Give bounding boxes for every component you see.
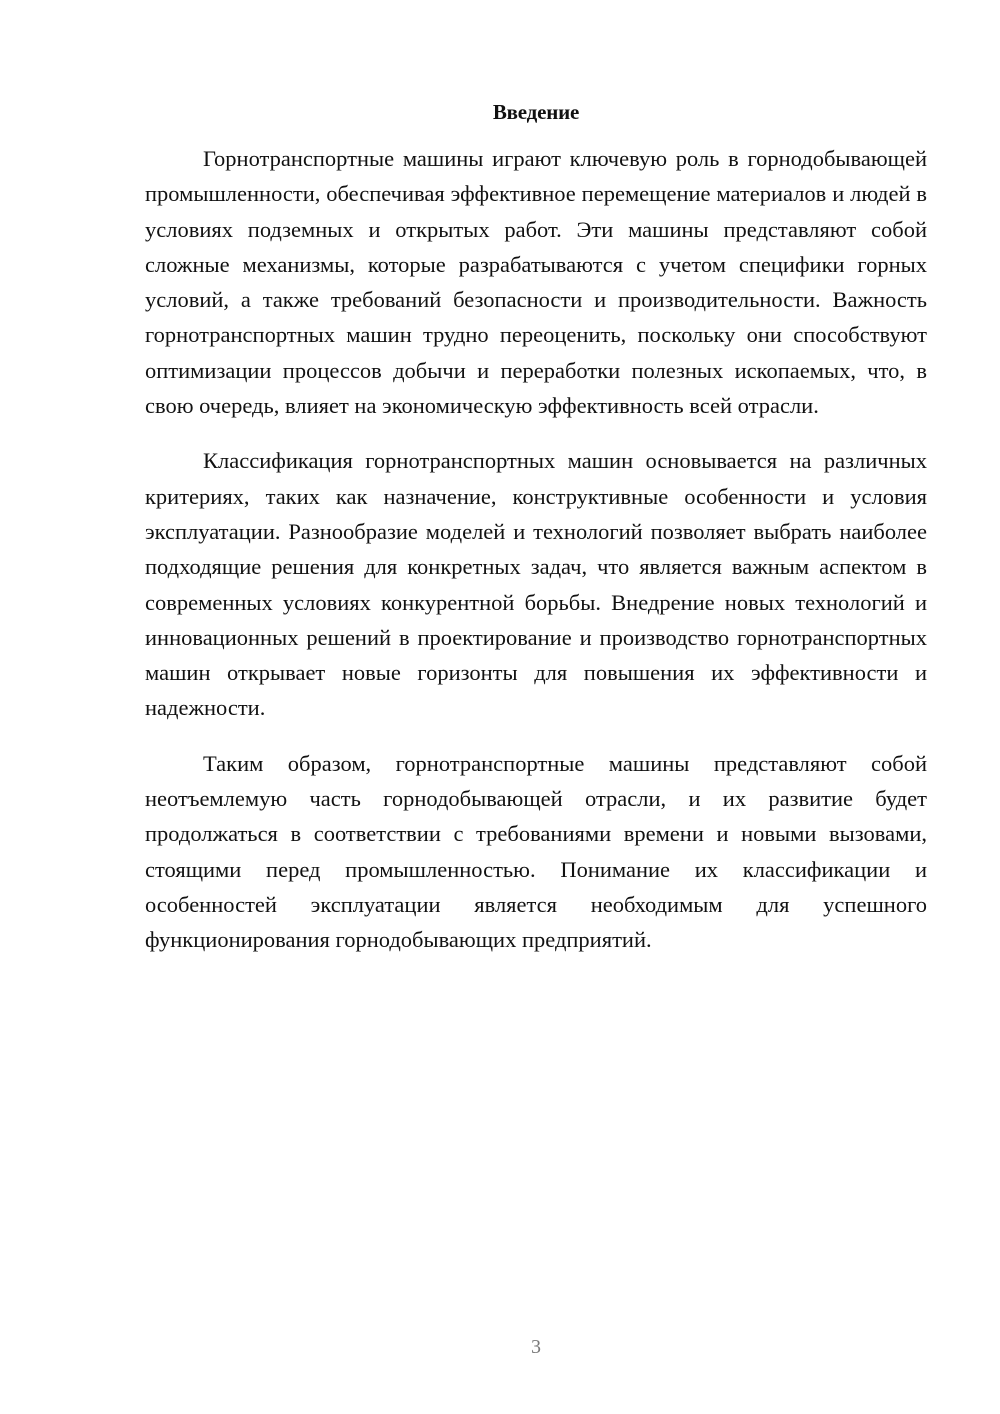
section-title: Введение	[492, 100, 580, 124]
paragraph-1: Горнотранспортные машины играют ключевую роль в горнодобывающей промышленности, обеспечивая эффективное перемещение материалов и людей в условиях подземных и открытых работ. Эти машины представляют собой сложные механизмы, которые разрабатываются с учетом специфики горных условий, а также требований безопасности и производительности. Важность горнотранспортных машин трудно переоценить, поскольку они способствуют оптимизации процессов добычи и переработки полезных ископаемых, что, в свою очередь, влияет на экономическую эффективность всей отрасли.	[145, 146, 927, 419]
page-number: 3	[531, 1336, 541, 1358]
paragraph-2: Классификация горнотранспортных машин основывается на различных критериях, таких как назначение, конструктивные особенности и условия эксплуатации. Разнообразие моделей и технологий позволяет выбрать наиболее подходящие решения для конкретных задач, что является важным аспектом в современных условиях конкурентной борьбы. Внедрение новых технологий и инновационных решений в проектирование и производство горнотранспортных машин открывает новые горизонты для повышения их эффективности и надежности.	[145, 448, 927, 721]
paragraph-3: Таким образом, горнотранспортные машины представляют собой неотъемлемую часть горнодобывающей отрасли, и их развитие будет продолжаться в соответствии с требованиями времени и новыми вызовами, стоящими перед промышленностью. Понимание их классификации и особенностей эксплуатации является необходимым для успешного функционирования горнодобывающих предприятий.	[145, 750, 927, 953]
body-text	[145, 141, 927, 978]
